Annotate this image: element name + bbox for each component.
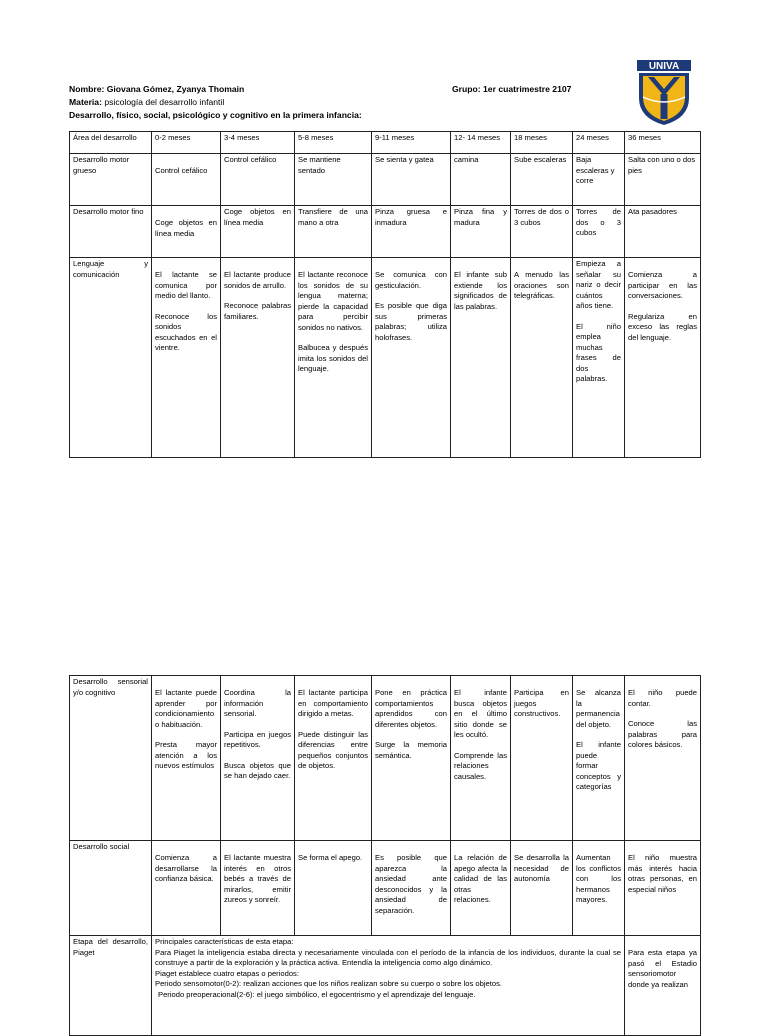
table-cell: Control cefálico xyxy=(152,154,221,206)
table-cell: Se forma el apego. xyxy=(295,841,372,936)
table-cell: Comienza a desarrollarse la confianza básica. xyxy=(152,841,221,936)
table-cell: Aumentan los conflictos con los hermanos mayores. xyxy=(573,841,625,936)
materia-line xyxy=(69,97,369,108)
table-cell: El lactante produce sonidos de arrullo. Reconoce palabras familiares. xyxy=(221,258,295,458)
row-label: Etapa del desarrollo, Piaget xyxy=(70,936,152,1036)
table-cell: Baja escaleras y corre xyxy=(573,154,625,206)
table-cell: Se mantiene sentado xyxy=(295,154,372,206)
header-cell: Área del desarrollo xyxy=(70,132,152,154)
table-cell: Se desarrolla la necesidad de autonomía xyxy=(511,841,573,936)
table-cell: La relación de apego afecta la calidad de las otras relaciones. xyxy=(451,841,511,936)
nombre-value: Giovana Gómez, Zyanya Thomain xyxy=(106,84,245,94)
table-cell: El niño muestra más interés hacia otras personas, en especial niños xyxy=(625,841,701,936)
header-cell: 0-2 meses xyxy=(152,132,221,154)
header-cell: 12- 14 meses xyxy=(451,132,511,154)
nombre-line xyxy=(69,84,369,95)
grupo-line xyxy=(452,84,632,95)
grupo-label: Grupo: xyxy=(452,84,481,94)
grupo-value: 1er cuatrimestre 2107 xyxy=(483,84,572,94)
table-row xyxy=(70,936,701,1036)
table-cell: El lactante muestra interés en otros bebés a través de mirarlos, emitir zureos y sonreír. xyxy=(221,841,295,936)
document-subtitle: Desarrollo, físico, social, psicológico y cognitivo en la primera infancia: xyxy=(69,110,362,120)
development-table-part-2 xyxy=(69,675,701,1036)
table-cell: Transfiere de una mano a otra xyxy=(295,206,372,258)
materia-value: psicología del desarrollo infantil xyxy=(104,97,225,107)
table-cell: Control cefálico xyxy=(221,154,295,206)
table-row xyxy=(70,258,701,458)
table-cell: A menudo las oraciones son telegráficas. xyxy=(511,258,573,458)
header-cell: 18 meses xyxy=(511,132,573,154)
header-cell: 24 meses xyxy=(573,132,625,154)
table-cell: Sube escaleras xyxy=(511,154,573,206)
table-cell: El infante busca objetos en el último sitio donde se les ocultó. Comprende las relaciones causales. xyxy=(451,676,511,841)
univa-shield-icon xyxy=(636,60,692,126)
table-cell: El niño puede contar. Conoce las palabras para colores básicos. xyxy=(625,676,701,841)
materia-label: Materia: xyxy=(69,97,102,107)
table-cell: Comienza a participar en las conversaciones. Regulariza en exceso las reglas del lenguaje. xyxy=(625,258,701,458)
table-cell: camina xyxy=(451,154,511,206)
table-cell: Es posible que aparezca la ansiedad ante desconocidos y la ansiedad de separación. xyxy=(372,841,451,936)
table-cell: Pinza fina y madura xyxy=(451,206,511,258)
table-cell: Salta con uno o dos pies xyxy=(625,154,701,206)
table-cell: Ata pasadores xyxy=(625,206,701,258)
table-header-row xyxy=(70,132,701,154)
table-cell: Se comunica con gesticulación. Es posible que diga sus primeras palabras; utiliza holofrases. xyxy=(372,258,451,458)
row-label: Desarrollo sensorial y/o cognitivo xyxy=(70,676,152,841)
table-cell: El lactante participa en comportamiento dirigido a metas. Puede distinguir las diferencias entre pequeños conjuntos de objetos. xyxy=(295,676,372,841)
table-cell: Coordina la información sensorial. Participa en juegos repetitivos. Busca objetos que se han dejado caer. xyxy=(221,676,295,841)
header-cell: 9-11 meses xyxy=(372,132,451,154)
table-cell: Se alcanza la permanencia del objeto. El infante puede formar conceptos y categorías xyxy=(573,676,625,841)
table-row xyxy=(70,841,701,936)
table-cell: Pone en práctica comportamientos aprendidos con diferentes objetos. Surge la memoria semántica. xyxy=(372,676,451,841)
nombre-label: Nombre: xyxy=(69,84,105,94)
table-cell: Coge objetos en línea media xyxy=(152,206,221,258)
header-cell: 3-4 meses xyxy=(221,132,295,154)
logo-text: UNIVA xyxy=(648,61,680,72)
table-cell: Para esta etapa ya pasó el Estadio sensoriomotor donde ya realizan xyxy=(625,936,701,1036)
table-cell: Torres de dos o 3 cubos xyxy=(511,206,573,258)
table-cell: Coge objetos en línea media xyxy=(221,206,295,258)
table-cell: Pinza gruesa e inmadura xyxy=(372,206,451,258)
table-row xyxy=(70,154,701,206)
row-label: Desarrollo social xyxy=(70,841,152,936)
header-cell: 36 meses xyxy=(625,132,701,154)
table-cell: El lactante se comunica por medio del llanto. Reconoce los sonidos escuchados en el vientre. xyxy=(152,258,221,458)
row-label: Desarrollo motor fino xyxy=(70,206,152,258)
development-table-part-1 xyxy=(69,131,701,458)
table-cell: El lactante puede aprender por condicionamiento o habituación. Presta mayor atención a los nuevos estímulos xyxy=(152,676,221,841)
table-row xyxy=(70,676,701,841)
univa-logo xyxy=(636,60,692,126)
piaget-merged-cell: Principales características de esta etapa: Para Piaget la inteligencia estaba directa y necesariamente vinculada con el período de la infancia de los individuos, durante la cual se construye a partir de la exploración y la práctica activa. Entendía la inteligencia como algo dinámico. Piaget establece cuatro etapas o periodos: Periodo sensomotor(0-2): realizan acciones que los niños realizan sobre su cuerpo o sobre los objetos. Periodo preoperacional(2-6): el juego simbólico, el egocentrismo y el aprendizaje del lenguaje. xyxy=(152,936,625,1036)
row-label: Desarrollo motor grueso xyxy=(70,154,152,206)
header-cell: 5-8 meses xyxy=(295,132,372,154)
table-cell: Se sienta y gatea xyxy=(372,154,451,206)
table-cell: El infante sub extiende los significados de las palabras. xyxy=(451,258,511,458)
row-label: Lenguaje y comunicación xyxy=(70,258,152,458)
table-cell: Torres de dos o 3 cubos xyxy=(573,206,625,258)
table-cell: El lactante reconoce los sonidos de su lengua materna; pierde la capacidad para percibir sonidos no nativos. Balbucea y después imita los sonidos del lenguaje. xyxy=(295,258,372,458)
table-cell: Empieza a señalar su nariz o decir cuántos años tiene. El niño emplea muchas frases de dos palabras. xyxy=(573,258,625,458)
table-cell: Participa en juegos constructivos. xyxy=(511,676,573,841)
table-row xyxy=(70,206,701,258)
